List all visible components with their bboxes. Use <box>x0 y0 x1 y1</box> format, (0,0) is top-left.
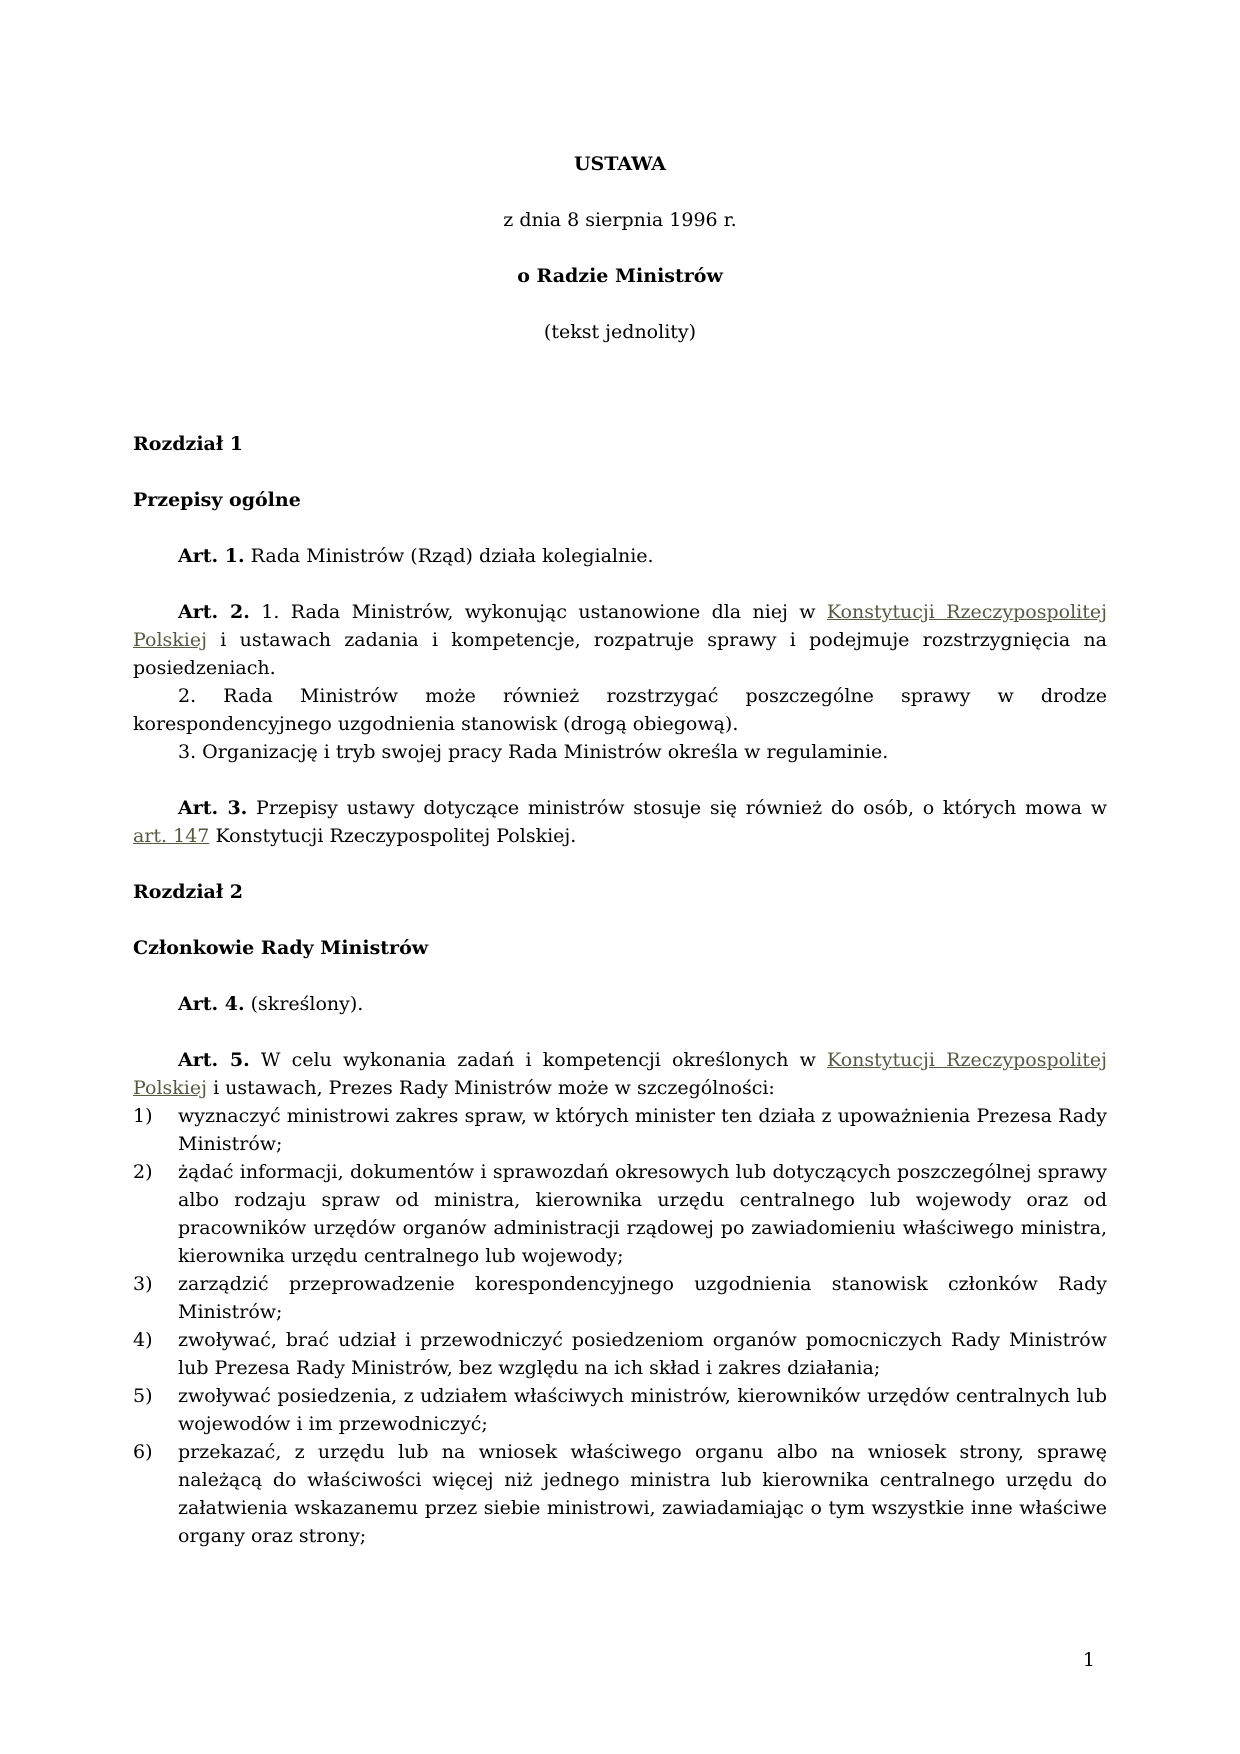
article-1 <box>133 542 1107 570</box>
list-item-number: 3) <box>133 1273 153 1295</box>
page-number: 1 <box>1082 1649 1095 1671</box>
chapter-1-heading: Rozdział 1 <box>133 433 244 455</box>
article-3-post: Konstytucji Rzeczypospolitej Polskiej. <box>215 825 577 847</box>
constitution-link-1[interactable]: Konstytucji Rzeczypospolitej Polskiej <box>133 601 1107 651</box>
article-5-pre: W celu wykonania zadań i kompetencji określonych w <box>260 1049 816 1071</box>
list-item <box>133 1158 1107 1270</box>
article-5-post: i ustawach, Prezes Rady Ministrów może w szczególności: <box>213 1077 775 1099</box>
list-item <box>133 1382 1107 1438</box>
article-4-text: (skreślony). <box>250 993 364 1015</box>
article-4 <box>133 990 1107 1018</box>
act-subject: o Radzie Ministrów <box>517 265 723 287</box>
article-5-label: Art. 5. <box>178 1049 250 1071</box>
article-5-list <box>133 1102 1107 1550</box>
article-1-label: Art. 1. <box>178 545 245 567</box>
article-2-par-2: 2. Rada Ministrów może również rozstrzygać poszczególne sprawy w drodze korespondencyjnego uzgodnienia stanowisk (drogą obiegową). <box>133 685 1107 735</box>
act-title: USTAWA <box>573 153 667 175</box>
list-item-number: 4) <box>133 1329 153 1351</box>
list-item <box>133 1270 1107 1326</box>
list-item-number: 5) <box>133 1385 153 1407</box>
article-3 <box>133 794 1107 850</box>
list-item-text: zwoływać, brać udział i przewodniczyć posiedzeniom organów pomocniczych Rady Ministrów lub Prezesa Rady Ministrów, bez względu na ich skład i zakres działania; <box>178 1329 1107 1379</box>
list-item <box>133 1102 1107 1158</box>
header-spacer <box>133 374 1107 430</box>
article-2-par-1-post: i ustawach zadania i kompetencje, rozpatruje sprawy i podejmuje rozstrzygnięcia na posiedzeniach. <box>133 629 1107 679</box>
list-item-number: 1) <box>133 1105 153 1127</box>
constitution-link-2[interactable]: Konstytucji Rzeczypospolitej Polskiej <box>133 1049 1107 1099</box>
article-4-label: Art. 4. <box>178 993 245 1015</box>
list-item-text: żądać informacji, dokumentów i sprawozdań okresowych lub dotyczących poszczególnej sprawy albo rodzaju spraw od ministra, kierownika urzędu centralnego lub wojewody oraz od pracowników urzędów organów administracji rządowej po zawiadomieniu właściwego ministra, kierownika urzędu centralnego lub wojewody; <box>178 1161 1107 1267</box>
article-2-par-3: 3. Organizację i tryb swojej pracy Rada Ministrów określa w regulaminie. <box>178 741 889 763</box>
article-2-par-1 <box>133 598 1107 682</box>
art-147-link[interactable]: art. 147 <box>133 825 210 847</box>
list-item-text: przekazać, z urzędu lub na wniosek właściwego organu albo na wniosek strony, sprawę należącą do właściwości więcej niż jednego ministra lub kierownika centralnego urzędu do załatwienia wskazanemu przez siebie ministrowi, zawiadamiając o tym wszystkie inne właściwe organy oraz strony; <box>178 1441 1107 1547</box>
article-1-text: Rada Ministrów (Rząd) działa kolegialnie. <box>250 545 654 567</box>
list-item <box>133 1438 1107 1550</box>
list-item-text: zarządzić przeprowadzenie korespondencyjnego uzgodnienia stanowisk członków Rady Ministrów; <box>178 1273 1107 1323</box>
chapter-2-heading: Rozdział 2 <box>133 881 244 903</box>
article-3-pre: Przepisy ustawy dotyczące ministrów stosuje się również do osób, o których mowa w <box>256 797 1107 819</box>
article-2-par-1-pre: 1. Rada Ministrów, wykonując ustanowione dla niej w <box>261 601 816 623</box>
list-item <box>133 1326 1107 1382</box>
list-item-number: 6) <box>133 1441 153 1463</box>
article-3-label: Art. 3. <box>178 797 248 819</box>
list-item-text: zwoływać posiedzenia, z udziałem właściwych ministrów, kierowników urzędów centralnych lub wojewodów i im przewodniczyć; <box>178 1385 1107 1435</box>
list-item-text: wyznaczyć ministrowi zakres spraw, w których minister ten działa z upoważnienia Prezesa Rady Ministrów; <box>178 1105 1107 1155</box>
act-consolidation-note: (tekst jednolity) <box>543 321 697 343</box>
article-2-label: Art. 2. <box>178 601 250 623</box>
act-date: z dnia 8 sierpnia 1996 r. <box>503 209 737 231</box>
list-item-number: 2) <box>133 1161 153 1183</box>
article-5-intro <box>133 1046 1107 1102</box>
chapter-1-subheading: Przepisy ogólne <box>133 489 301 511</box>
chapter-2-subheading: Członkowie Rady Ministrów <box>133 937 429 959</box>
